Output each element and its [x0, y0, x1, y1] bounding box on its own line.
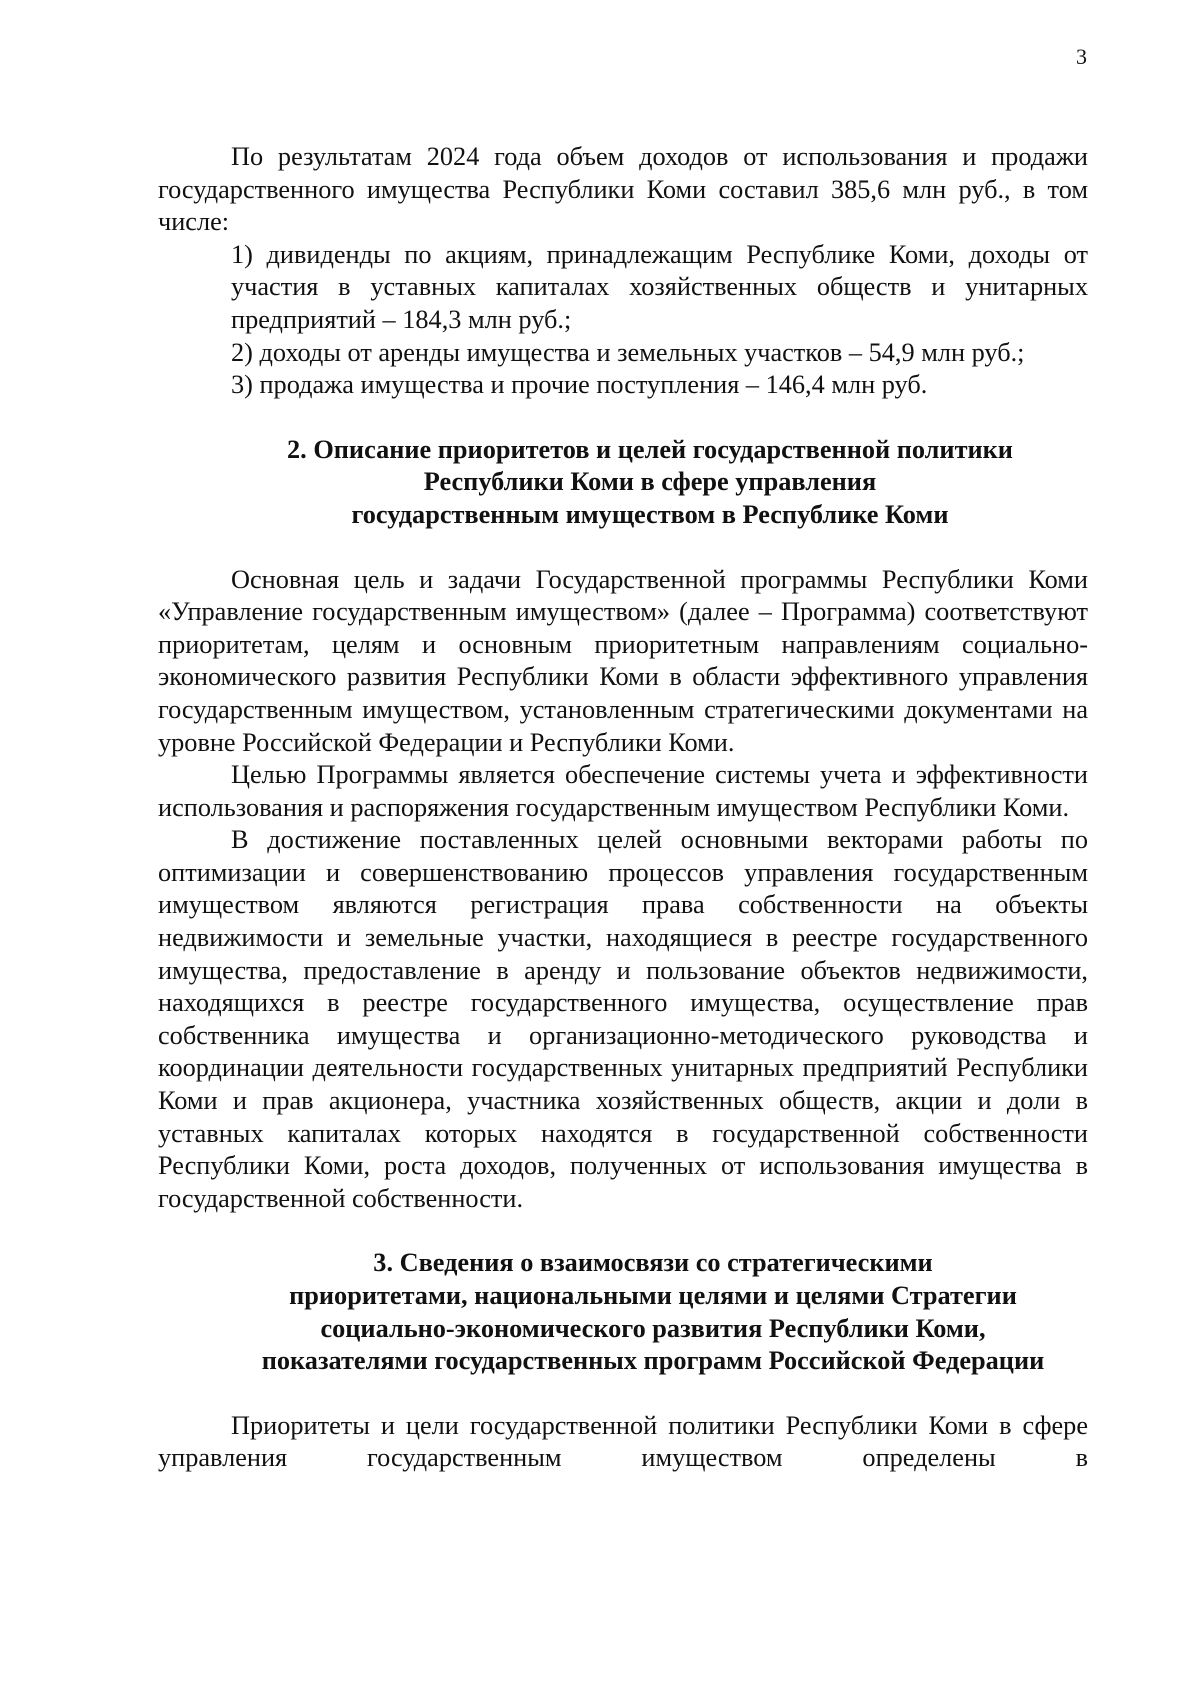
- heading-line: государственным имуществом в Республике Коми: [351, 499, 949, 529]
- heading-line: показателями государственных программ Российской Федерации: [261, 1346, 1045, 1376]
- page-number: 3: [1076, 44, 1087, 69]
- heading-line: 2. Описание приоритетов и целей государственной политики: [287, 434, 1013, 464]
- section-2-heading: [158, 434, 1088, 532]
- section-3-heading: [158, 1247, 1088, 1377]
- list-item: 1) дивиденды по акциям, принадлежащим Республике Коми, доходы от участия в уставных капиталах хозяйственных обществ и унитарных предприятий – 184,3 млн руб.;: [231, 239, 1088, 334]
- list-item: 2) доходы от аренды имущества и земельных участков – 54,9 млн руб.;: [231, 337, 1025, 367]
- list-item: 3) продажа имущества и прочие поступления – 146,4 млн руб.: [231, 370, 928, 400]
- section-2-paragraph: Целью Программы является обеспечение системы учета и эффективности использования и распоряжения государственным имуществом Республики Коми.: [158, 760, 1088, 822]
- document-body: [158, 141, 1088, 1475]
- heading-line: приоритетами, национальными целями и целями Стратегии: [289, 1281, 1017, 1310]
- heading-line: 3. Сведения о взаимосвязи со стратегическими: [373, 1248, 933, 1278]
- intro-paragraph: По результатам 2024 года объем доходов от использования и продажи государственного имущества Республики Коми составил 385,6 млн руб., в том числе:: [158, 142, 1088, 237]
- heading-line: Республики Коми в сфере управления: [423, 467, 877, 497]
- heading-line: социально-экономического развития Республики Коми,: [320, 1313, 986, 1343]
- section-2-paragraph: В достижение поставленных целей основными векторами работы по оптимизации и совершенствованию процессов управления государственным имуществом являются регистрация права собственности на объекты недвижимости и земельные участки, находящиеся в реестре государственного имущества, предоставление в аренду и пользование объектов недвижимости, находящихся в реестре государственного имущества, осуществление прав собственника имущества и организационно-методического руководства и координации деятельности государственных унитарных предприятий Республики Коми и прав акционера, участника хозяйственных обществ, акции и доли в уставных капиталах которых находятся в государственной собственности Республики Коми, роста доходов, полученных от использования имущества в государственной собственности.: [158, 825, 1088, 1213]
- section-2-paragraph: Основная цель и задачи Государственной программы Республики Коми «Управление государственным имуществом» (далее – Программа) соответствуют приоритетам, целям и основным приоритетным направлениям социально-экономического развития Республики Коми в области эффективного управления государственным имуществом, установленным стратегическими документами на уровне Российской Федерации и Республики Коми.: [158, 564, 1088, 757]
- section-3-paragraph: Приоритеты и цели государственной политики Республики Коми в сфере управления государственным имуществом определены в: [158, 1410, 1088, 1473]
